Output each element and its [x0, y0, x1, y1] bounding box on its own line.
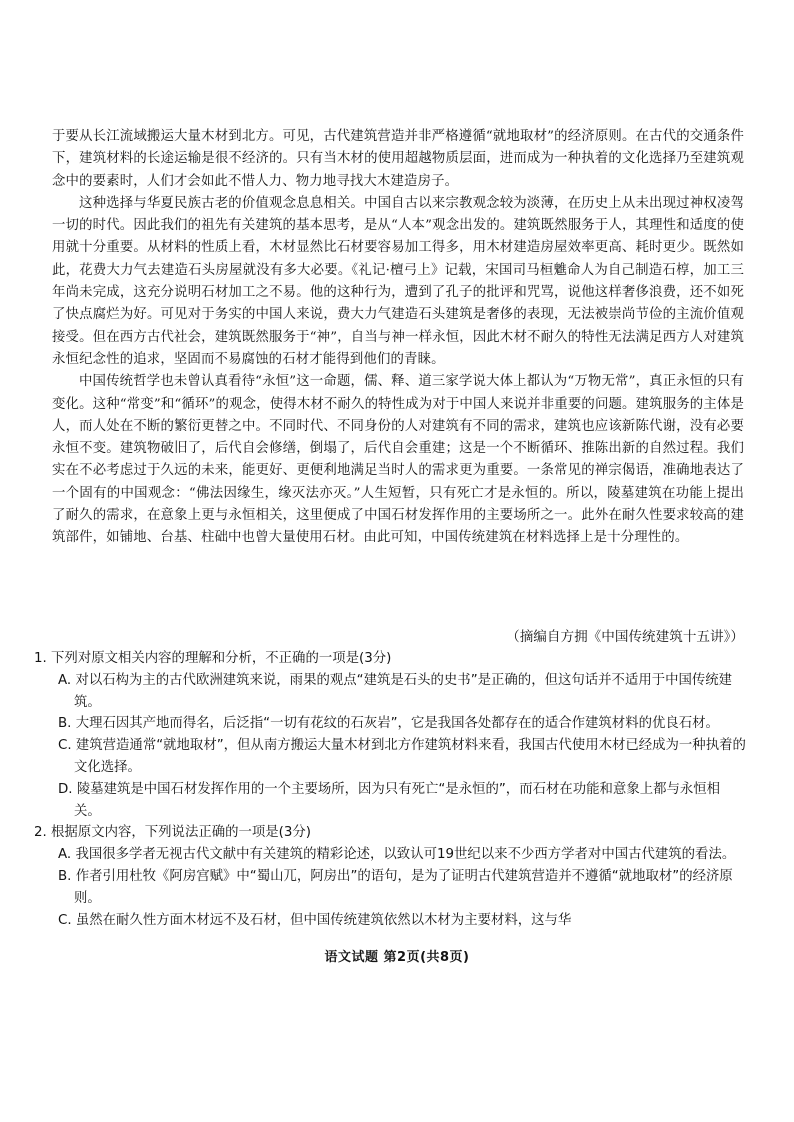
- question-option: B. 作者引用杜牧《阿房宫赋》中“蜀山兀，阿房出”的语句，是为了证明古代建筑营造并不遵循“就地取材”的经济原则。: [58, 868, 733, 906]
- question-1: [34, 648, 746, 822]
- question-option: C. 虽然在耐久性方面木材远不及石材，但中国传统建筑依然以木材为主要材料，这与华: [58, 912, 572, 928]
- passage-paragraph: 于要从长江流域搬运大量木材到北方。可见，古代建筑营造并非严格遵循“就地取材”的经济原则。在古代的交通条件下，建筑材料的长途运输是很不经济的。只有当木材的使用超越物质层面，进而成为一种执着的文化选择乃至建筑观念中的要素时，人们才会如此不惜人力、物力地寻找大木建造房子。: [52, 129, 744, 189]
- question-stem: 2. 根据原文内容，下列说法正确的一项是(3分): [34, 825, 312, 841]
- passage-paragraph: 这种选择与华夏民族古老的价值观念息息相关。中国自古以来宗教观念较为淡薄，在历史上从未出现过神权凌驾一切的时代。因此我们的祖先有关建筑的基本思考，是从“人本”观念出发的。建筑既然服务于人，其理性和适度的使用就十分重要。从材料的性质上看，木材显然比石材要容易加工得多，用木材建造房屋效率更高、耗时更少。既然如此，花费大力气去建造石头房屋就没有多大必要。《礼记·檀弓上》记载，宋国司马桓魋命人为自己制造石椁，加工三年尚未完成，这充分说明石材加工之不易。他的这种行为，遭到了孔子的批评和咒骂，说他这样奢侈浪费，还不如死了快点腐烂为好。可见对于务实的中国人来说，费大力气建造石头建筑是奢侈的表现，无法被崇尚节俭的主流价值观接受。但在西方古代社会，建筑既然服务于“神”，自当与神一样永恒，因此木材不耐久的特性无法满足西方人对建筑永恒纪念性的追求，坚固而不易腐蚀的石材才能得到他们的青睐。: [52, 195, 744, 367]
- question-stem: 1. 下列对原文相关内容的理解和分析，不正确的一项是(3分): [34, 651, 392, 666]
- passage-paragraph: 中国传统哲学也未曾认真看待“永恒”这一命题，儒、释、道三家学说大体上都认为“万物无常”，真正永恒的只有变化。这种“常变”和“循环”的观念，使得木材不耐久的特性成为对于中国人来说并非重要的问题。建筑服务的主体是人，而人处在不断的繁衍更替之中。不同时代、不同身份的人对建筑有不同的需求，建筑也应该新陈代谢，没有必要永恒不变。建筑物破旧了，后代自会修缮，倒塌了，后代自会重建；这是一个不断循环、推陈出新的自然过程。我们实在不必考虑过于久远的未来，能更好、更便利地满足当时人的需求更为重要。一条常见的禅宗偈语，准确地表达了一个固有的中国观念：“佛法因缘生，缘灭法亦灭。”人生短暂，只有死亡才是永恒的。所以，陵墓建筑在功能上提出了耐久的需求，在意象上更与永恒相关，这里便成了中国石材发挥作用的主要场所之一。此外在耐久性要求较高的建筑部件，如铺地、台基、柱础中也曾大量使用石材。由此可知，中国传统建筑在材料选择上是十分理性的。: [52, 374, 744, 546]
- question-option: A. 对以石构为主的古代欧洲建筑来说，雨果的观点“建筑是石头的史书”是正确的，但这句话并不适用于中国传统建筑。: [58, 672, 733, 710]
- question-option: A. 我国很多学者无视古代文献中有关建筑的精彩论述，以致认可19世纪以来不少西方学者对中国古代建筑的看法。: [58, 847, 736, 863]
- question-option: D. 陵墓建筑是中国石材发挥作用的一个主要场所，因为只有死亡“是永恒的”，而石材在功能和意象上都与永恒相关。: [58, 781, 721, 819]
- page-footer: 语文试题 第2页(共8页): [324, 950, 470, 965]
- question-option: B. 大理石因其产地而得名，后泛指“一切有花纹的石灰岩”，它是我国各处都存在的适合作建筑材料的优良石材。: [58, 716, 719, 732]
- question-list: [34, 648, 746, 931]
- question-2: [34, 822, 746, 931]
- reading-passage: [52, 126, 744, 550]
- question-option: C. 建筑营造通常“就地取材”，但从南方搬运大量木材到北方作建筑材料来看，我国古代使用木材已经成为一种执着的文化选择。: [58, 738, 746, 775]
- passage-source: （摘编自方拥《中国传统建筑十五讲》）: [506, 629, 744, 645]
